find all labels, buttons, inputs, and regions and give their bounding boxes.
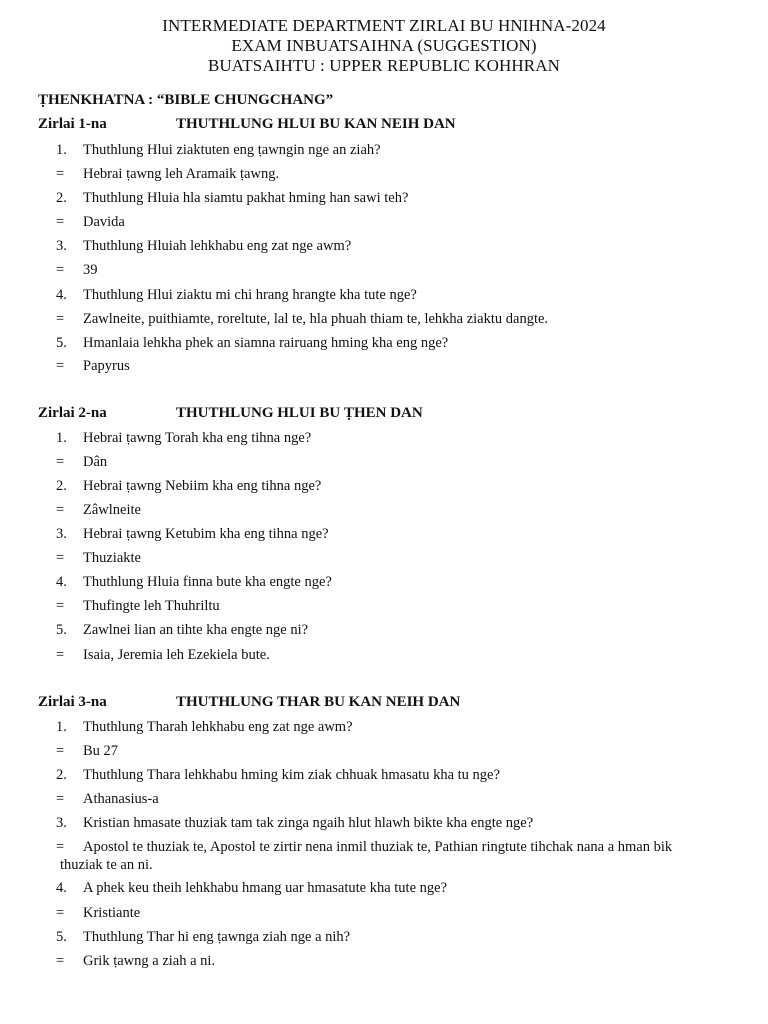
question-text: Thuthlung Tharah lehkhabu eng zat nge awm? xyxy=(83,719,353,735)
section-title: THUTHLUNG THAR BU KAN NEIH DAN xyxy=(176,694,461,710)
answer-text: Zâwlneite xyxy=(83,502,141,518)
answer-text: 39 xyxy=(83,262,98,278)
question-number: 5. xyxy=(56,929,67,945)
question-row xyxy=(0,189,768,207)
question-number: 1. xyxy=(56,719,67,735)
question-number: 1. xyxy=(56,142,67,158)
question-number: 1. xyxy=(56,430,67,446)
question-row xyxy=(0,718,768,736)
question-text: Thuthlung Hlui ziaktuten eng ṭawngin nge an ziah? xyxy=(83,142,381,158)
section-1 xyxy=(0,116,768,374)
question-text: Thuthlung Thara lehkhabu hming kim ziak chhuak hmasatu kha tu nge? xyxy=(83,767,500,783)
answer-text: Bu 27 xyxy=(83,743,119,759)
answer-text: Papyrus xyxy=(83,358,130,374)
section-title: THUTHLUNG HLUI BU ṬHEN DAN xyxy=(176,405,423,421)
answer-mark: = xyxy=(56,166,65,182)
answer-text: Kristiante xyxy=(83,905,141,921)
answer-row xyxy=(0,904,768,922)
section-heading xyxy=(0,405,768,425)
question-row xyxy=(0,573,768,591)
section-heading xyxy=(0,694,768,714)
question-number: 5. xyxy=(56,622,67,638)
document-header xyxy=(0,0,768,76)
question-number: 3. xyxy=(56,526,67,542)
answer-mark: = xyxy=(56,791,65,807)
question-number: 4. xyxy=(56,574,67,590)
answer-text-continued: thuziak te an ni. xyxy=(60,857,153,873)
question-number: 4. xyxy=(56,287,67,303)
section-label: Zirlai 1-na xyxy=(38,116,107,132)
question-text: A phek keu theih lehkhabu hmang uar hmasatute kha tute nge? xyxy=(83,880,448,896)
section-3 xyxy=(0,694,768,969)
answer-row xyxy=(0,838,768,874)
question-text: Hebrai ṭawng Torah kha eng tihna nge? xyxy=(83,430,312,446)
answer-row xyxy=(0,165,768,183)
answer-row xyxy=(0,549,768,567)
answer-mark: = xyxy=(56,743,65,759)
question-text: Thuthlung Hluia hla siamtu pakhat hming han sawi teh? xyxy=(83,190,409,206)
answer-mark: = xyxy=(56,550,65,566)
answer-mark: = xyxy=(56,839,65,855)
answer-mark: = xyxy=(56,262,65,278)
answer-text: Davida xyxy=(83,214,125,230)
topic-heading: ṬHENKHATNA : “BIBLE CHUNGCHANG” xyxy=(38,92,334,108)
answer-mark: = xyxy=(56,311,65,327)
question-row xyxy=(0,525,768,543)
question-row xyxy=(0,621,768,639)
header-line-3: BUATSAIHTU : UPPER REPUBLIC KOHHRAN xyxy=(207,56,561,75)
header-line-2: EXAM INBUATSAIHNA (SUGGESTION) xyxy=(231,36,537,55)
answer-text: Thuziakte xyxy=(83,550,141,566)
answer-row xyxy=(0,213,768,231)
header-line-1: INTERMEDIATE DEPARTMENT ZIRLAI BU HNIHNA-2024 xyxy=(162,16,606,35)
question-row xyxy=(0,429,768,447)
section-label: Zirlai 3-na xyxy=(38,694,107,710)
question-text: Thuthlung Hluiah lehkhabu eng zat nge awm? xyxy=(83,238,352,254)
question-number: 2. xyxy=(56,190,67,206)
answer-mark: = xyxy=(56,358,65,374)
question-number: 4. xyxy=(56,880,67,896)
section-title: THUTHLUNG HLUI BU KAN NEIH DAN xyxy=(176,116,456,132)
question-number: 3. xyxy=(56,815,67,831)
answer-text: Thufingte leh Thuhriltu xyxy=(83,598,220,614)
section-label: Zirlai 2-na xyxy=(38,405,107,421)
answer-row xyxy=(0,790,768,808)
question-row xyxy=(0,141,768,159)
question-row xyxy=(0,814,768,832)
section-heading xyxy=(0,116,768,136)
answer-row xyxy=(0,453,768,471)
answer-row xyxy=(0,310,768,328)
answer-mark: = xyxy=(56,953,65,969)
answer-row xyxy=(0,357,768,375)
answer-row xyxy=(0,646,768,664)
answer-text: Zawlneite, puithiamte, roreltute, lal te, hla phuah thiam te, lehkha ziaktu dangte. xyxy=(83,311,549,327)
answer-text: Isaia, Jeremia leh Ezekiela bute. xyxy=(83,647,270,663)
section-2 xyxy=(0,405,768,663)
answer-text: Athanasius-a xyxy=(83,791,159,807)
question-text: Hebrai ṭawng Ketubim kha eng tihna nge? xyxy=(83,526,329,542)
answer-text: Dân xyxy=(83,454,108,470)
answer-mark: = xyxy=(56,214,65,230)
answer-row xyxy=(0,501,768,519)
answer-text: Apostol te thuziak te, Apostol te zirtir nena inmil thuziak te, Pathian ringtute tihchak nana a hman bik xyxy=(83,839,673,855)
answer-text: Grik ṭawng a ziah a ni. xyxy=(83,953,216,969)
answer-text: Hebrai ṭawng leh Aramaik ṭawng. xyxy=(83,166,280,182)
question-text: Zawlnei lian an tihte kha engte nge ni? xyxy=(83,622,309,638)
question-text: Hmanlaia lehkha phek an siamna rairuang hming kha eng nge? xyxy=(83,335,449,351)
question-number: 5. xyxy=(56,335,67,351)
question-text: Thuthlung Hlui ziaktu mi chi hrang hrangte kha tute nge? xyxy=(83,287,417,303)
question-row xyxy=(0,766,768,784)
answer-mark: = xyxy=(56,905,65,921)
answer-row xyxy=(0,952,768,970)
answer-mark: = xyxy=(56,502,65,518)
question-row xyxy=(0,928,768,946)
question-row xyxy=(0,477,768,495)
question-row xyxy=(0,334,768,352)
question-number: 2. xyxy=(56,478,67,494)
question-number: 3. xyxy=(56,238,67,254)
answer-row xyxy=(0,742,768,760)
answer-mark: = xyxy=(56,647,65,663)
question-text: Thuthlung Hluia finna bute kha engte nge? xyxy=(83,574,332,590)
question-row xyxy=(0,879,768,897)
answer-mark: = xyxy=(56,454,65,470)
question-text: Hebrai ṭawng Nebiim kha eng tihna nge? xyxy=(83,478,322,494)
question-number: 2. xyxy=(56,767,67,783)
answer-mark: = xyxy=(56,598,65,614)
answer-row xyxy=(0,261,768,279)
question-text: Kristian hmasate thuziak tam tak zinga ngaih hlut hlawh bikte kha engte nge? xyxy=(83,815,534,831)
question-row xyxy=(0,237,768,255)
question-text: Thuthlung Thar hi eng ṭawnga ziah nge a nih? xyxy=(83,929,351,945)
answer-row xyxy=(0,597,768,615)
question-row xyxy=(0,286,768,304)
